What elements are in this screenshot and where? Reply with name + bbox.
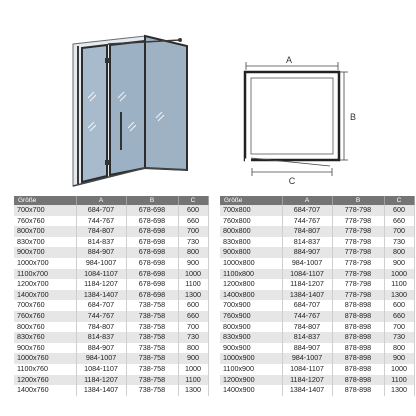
- table-cell: 878-898: [332, 311, 384, 322]
- table-cell: 1184-1207: [282, 375, 332, 386]
- table-row: [220, 258, 414, 269]
- table-cell: 1000x900: [220, 353, 282, 364]
- table-cell: 1084-1107: [282, 364, 332, 375]
- table-cell: 738-758: [126, 311, 178, 322]
- table-cell: 1084-1107: [76, 364, 126, 375]
- table-row: [220, 290, 414, 301]
- table-row: [14, 258, 208, 269]
- table-cell: 738-758: [126, 375, 178, 386]
- table-cell: 1100: [178, 279, 208, 290]
- table-cell: 1400x900: [220, 385, 282, 396]
- column-header: Größe: [14, 196, 76, 205]
- table-cell: 1100x800: [220, 269, 282, 280]
- table-cell: 738-758: [126, 322, 178, 333]
- table-cell: 878-898: [332, 322, 384, 333]
- table-cell: 900x760: [14, 343, 76, 354]
- table-cell: 784-807: [282, 322, 332, 333]
- table-row: [14, 237, 208, 248]
- dimension-diagram: [245, 55, 356, 186]
- column-header: A: [282, 196, 332, 205]
- table-row: [14, 205, 208, 216]
- table-cell: 814-837: [76, 237, 126, 248]
- table-row: [220, 385, 414, 396]
- table-cell: 878-898: [332, 385, 384, 396]
- table-cell: 744-767: [76, 311, 126, 322]
- table-cell: 744-767: [76, 216, 126, 227]
- table-row: [220, 343, 414, 354]
- table-cell: 778-798: [332, 237, 384, 248]
- table-cell: 738-758: [126, 300, 178, 311]
- table-cell: 884-907: [76, 247, 126, 258]
- table-row: [14, 385, 208, 396]
- table-cell: 1000x800: [220, 258, 282, 269]
- table-cell: 760x800: [220, 216, 282, 227]
- table-row: [220, 332, 414, 343]
- table-cell: 830x900: [220, 332, 282, 343]
- table-cell: 744-767: [282, 216, 332, 227]
- hinge: [105, 58, 110, 63]
- table-cell: 660: [178, 311, 208, 322]
- table-cell: 1184-1207: [76, 375, 126, 386]
- table-row: [14, 269, 208, 280]
- table-cell: 784-807: [76, 322, 126, 333]
- table-cell: 814-837: [76, 332, 126, 343]
- table-cell: 738-758: [126, 364, 178, 375]
- column-header: C: [178, 196, 208, 205]
- table-row: [14, 290, 208, 301]
- table-cell: 778-798: [332, 226, 384, 237]
- table-row: [14, 375, 208, 386]
- table-row: [14, 364, 208, 375]
- table-cell: 884-907: [282, 247, 332, 258]
- table-cell: 678-698: [126, 216, 178, 227]
- table-cell: 684-707: [76, 300, 126, 311]
- table-cell: 1100: [384, 279, 414, 290]
- table-row: [14, 300, 208, 311]
- table-row: [220, 353, 414, 364]
- table-cell: 878-898: [332, 353, 384, 364]
- table-cell: 678-698: [126, 279, 178, 290]
- table-cell: 744-767: [282, 311, 332, 322]
- table-cell: 1000: [178, 269, 208, 280]
- table-cell: 1300: [384, 385, 414, 396]
- table-cell: 700: [384, 226, 414, 237]
- table-cell: 1384-1407: [282, 290, 332, 301]
- table-cell: 730: [384, 332, 414, 343]
- table-cell: 814-837: [282, 237, 332, 248]
- table-cell: 900x800: [220, 247, 282, 258]
- table-cell: 678-698: [126, 290, 178, 301]
- table-cell: 778-798: [332, 258, 384, 269]
- column-header: A: [76, 196, 126, 205]
- table-cell: 678-698: [126, 237, 178, 248]
- side-glass-panel: [145, 36, 187, 170]
- table-cell: 984-1007: [76, 258, 126, 269]
- table-row: [220, 247, 414, 258]
- table-cell: 760x760: [14, 311, 76, 322]
- table-cell: 700x700: [14, 205, 76, 216]
- table-cell: 778-798: [332, 279, 384, 290]
- table-cell: 700: [178, 322, 208, 333]
- table-row: [14, 226, 208, 237]
- dimension-a-label: A: [285, 55, 293, 65]
- table-cell: 800: [384, 247, 414, 258]
- table-cell: 900x900: [220, 343, 282, 354]
- table-cell: 738-758: [126, 385, 178, 396]
- table-cell: 738-758: [126, 332, 178, 343]
- table-cell: 700x800: [220, 205, 282, 216]
- table-cell: 660: [178, 216, 208, 227]
- table-cell: 830x700: [14, 237, 76, 248]
- table-cell: 1000x700: [14, 258, 76, 269]
- table-cell: 1100: [178, 375, 208, 386]
- table-cell: 1400x700: [14, 290, 76, 301]
- table-cell: 1084-1107: [76, 269, 126, 280]
- table-cell: 878-898: [332, 375, 384, 386]
- table-cell: 800: [178, 247, 208, 258]
- table-cell: 1100x700: [14, 269, 76, 280]
- table-row: [220, 205, 414, 216]
- table-cell: 830x760: [14, 332, 76, 343]
- table-header-row: [220, 196, 414, 205]
- table-row: [14, 311, 208, 322]
- table-cell: 678-698: [126, 205, 178, 216]
- table-cell: 700x760: [14, 300, 76, 311]
- table-cell: 600: [178, 300, 208, 311]
- table-row: [220, 216, 414, 227]
- table-cell: 884-907: [76, 343, 126, 354]
- table-cell: 900: [178, 258, 208, 269]
- table-cell: 1100x900: [220, 364, 282, 375]
- table-cell: 1200x760: [14, 375, 76, 386]
- table-row: [220, 311, 414, 322]
- table-cell: 984-1007: [282, 258, 332, 269]
- table-cell: 1000: [384, 269, 414, 280]
- shower-enclosure-drawing: [73, 36, 187, 186]
- table-cell: 1200x800: [220, 279, 282, 290]
- table-cell: 984-1007: [76, 353, 126, 364]
- table-cell: 800x760: [14, 322, 76, 333]
- table-cell: 660: [384, 311, 414, 322]
- table-cell: 878-898: [332, 364, 384, 375]
- table-cell: 800x900: [220, 322, 282, 333]
- table-cell: 778-798: [332, 216, 384, 227]
- column-header: Größe: [220, 196, 282, 205]
- table-cell: 900: [384, 353, 414, 364]
- table-row: [220, 300, 414, 311]
- table-cell: 678-698: [126, 226, 178, 237]
- table-cell: 878-898: [332, 300, 384, 311]
- table-cell: 900x700: [14, 247, 76, 258]
- table-cell: 738-758: [126, 353, 178, 364]
- table-cell: 760x760: [14, 216, 76, 227]
- table-cell: 800: [384, 343, 414, 354]
- table-row: [220, 375, 414, 386]
- table-cell: 600: [178, 205, 208, 216]
- table-cell: 1000x760: [14, 353, 76, 364]
- table-cell: 784-807: [282, 226, 332, 237]
- table-row: [220, 322, 414, 333]
- table-cell: 778-798: [332, 290, 384, 301]
- table-cell: 1384-1407: [76, 385, 126, 396]
- table-cell: 600: [384, 205, 414, 216]
- table-cell: 778-798: [332, 247, 384, 258]
- table-cell: 984-1007: [282, 353, 332, 364]
- dimension-c-label: C: [288, 176, 296, 186]
- table-cell: 730: [178, 332, 208, 343]
- table-cell: 1300: [178, 385, 208, 396]
- table-cell: 678-698: [126, 258, 178, 269]
- table-cell: 1200x700: [14, 279, 76, 290]
- table-cell: 700x900: [220, 300, 282, 311]
- table-cell: 884-907: [282, 343, 332, 354]
- table-row: [14, 332, 208, 343]
- table-cell: 1200x900: [220, 375, 282, 386]
- table-cell: 830x800: [220, 237, 282, 248]
- table-cell: 1300: [178, 290, 208, 301]
- table-cell: 1384-1407: [282, 385, 332, 396]
- table-row: [14, 322, 208, 333]
- table-cell: 678-698: [126, 269, 178, 280]
- shower-enclosure-illustration: [0, 0, 416, 196]
- table-cell: 800: [178, 343, 208, 354]
- table-cell: 878-898: [332, 332, 384, 343]
- table-row: [220, 237, 414, 248]
- wall-outline: [245, 72, 339, 160]
- table-cell: 1400x800: [220, 290, 282, 301]
- table-cell: 1300: [384, 290, 414, 301]
- table-cell: 678-698: [126, 247, 178, 258]
- table-cell: 1000: [178, 364, 208, 375]
- table-cell: 1000: [384, 364, 414, 375]
- table-cell: 684-707: [282, 300, 332, 311]
- column-header: C: [384, 196, 414, 205]
- size-table-left: [14, 196, 209, 396]
- table-cell: 800x700: [14, 226, 76, 237]
- table-cell: 778-798: [332, 205, 384, 216]
- hinge: [105, 160, 110, 165]
- column-header: B: [332, 196, 384, 205]
- table-cell: 730: [384, 237, 414, 248]
- table-cell: 1384-1407: [76, 290, 126, 301]
- door-leaf-right: [110, 41, 145, 175]
- table-cell: 800x800: [220, 226, 282, 237]
- table-cell: 730: [178, 237, 208, 248]
- table-row: [14, 279, 208, 290]
- table-cell: 1100: [384, 375, 414, 386]
- table-row: [220, 226, 414, 237]
- table-cell: 1084-1107: [282, 269, 332, 280]
- table-cell: 1100x760: [14, 364, 76, 375]
- table-cell: 660: [384, 216, 414, 227]
- table-cell: 738-758: [126, 343, 178, 354]
- table-row: [220, 279, 414, 290]
- table-cell: 684-707: [282, 205, 332, 216]
- table-row: [220, 269, 414, 280]
- table-cell: 1184-1207: [76, 279, 126, 290]
- size-table-right: [220, 196, 415, 396]
- dimension-b-label: B: [350, 112, 357, 122]
- table-row: [14, 353, 208, 364]
- table-cell: 814-837: [282, 332, 332, 343]
- table-cell: 900: [178, 353, 208, 364]
- table-row: [14, 247, 208, 258]
- table-cell: 684-707: [76, 205, 126, 216]
- table-row: [14, 343, 208, 354]
- table-cell: 700: [178, 226, 208, 237]
- table-cell: 878-898: [332, 343, 384, 354]
- table-cell: 900: [384, 258, 414, 269]
- table-cell: 760x900: [220, 311, 282, 322]
- table-cell: 1184-1207: [282, 279, 332, 290]
- door-leaf-left: [82, 45, 107, 182]
- table-cell: 784-807: [76, 226, 126, 237]
- table-header-row: [14, 196, 208, 205]
- table-cell: 600: [384, 300, 414, 311]
- column-header: B: [126, 196, 178, 205]
- table-cell: 1400x760: [14, 385, 76, 396]
- table-row: [220, 364, 414, 375]
- table-row: [14, 216, 208, 227]
- table-cell: 700: [384, 322, 414, 333]
- table-cell: 778-798: [332, 269, 384, 280]
